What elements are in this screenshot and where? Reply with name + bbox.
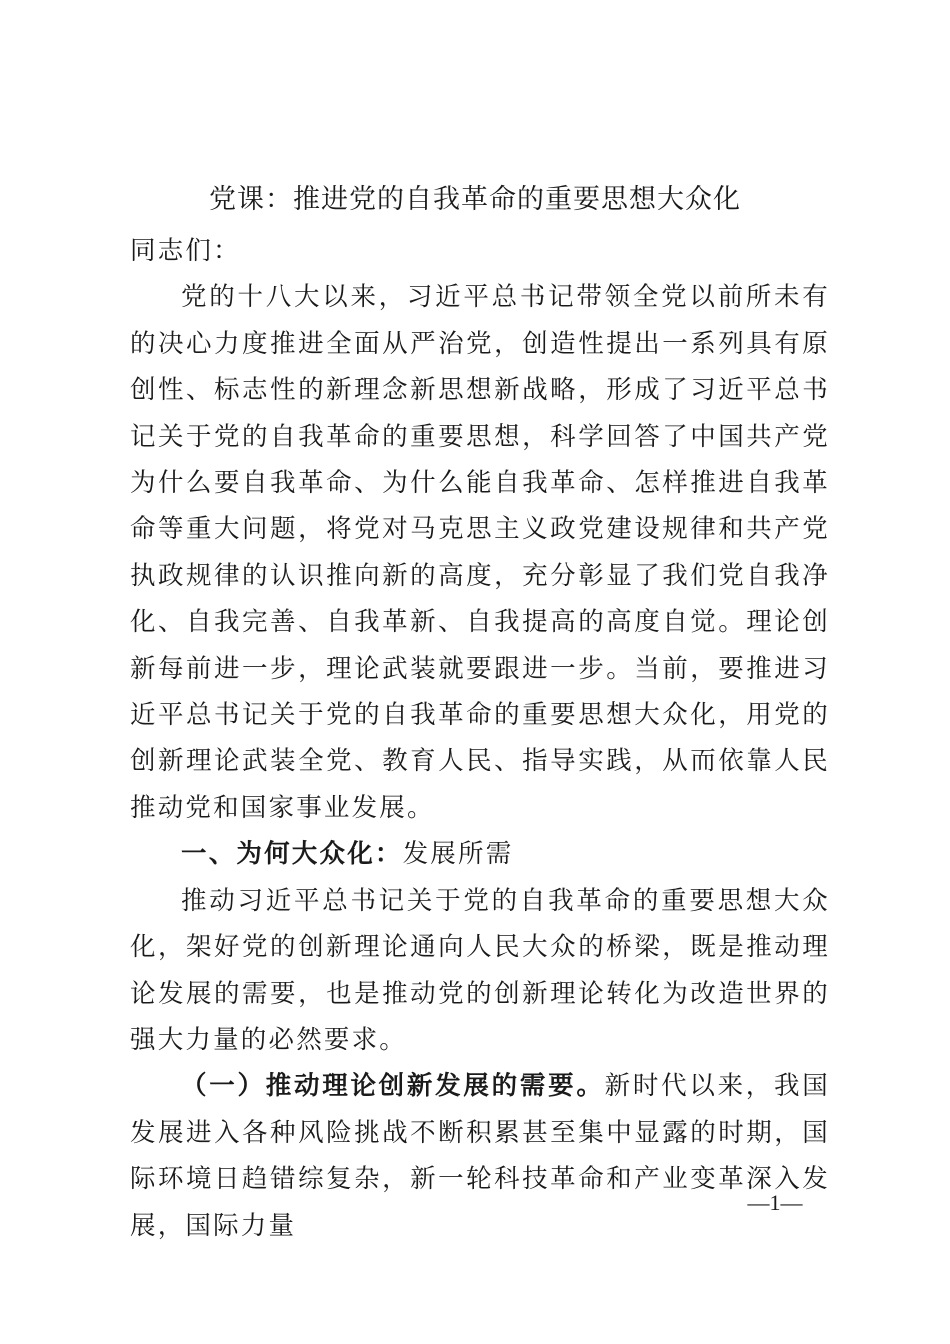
salutation: 同志们：	[130, 236, 241, 266]
section-heading-one-label: 发展所需	[402, 839, 514, 870]
page-number: —1—	[747, 1190, 803, 1215]
document-title: 党课：推进党的自我革命的重要思想大众化	[209, 184, 741, 215]
document-body	[130, 228, 830, 1249]
section-heading-one	[130, 831, 830, 877]
subsection-one-heading: （一）推动理论创新发展的需要。	[181, 1071, 605, 1102]
section-heading-one-number: 一、为何大众化：	[181, 839, 403, 870]
subsection-one-paragraph	[130, 1063, 830, 1249]
section-one-paragraph: 推动习近平总书记关于党的自我革命的重要思想大众化，架好党的创新理论通向人民大众的桥梁，既是推动理论发展的需要，也是推动党的创新理论转化为改造世界的强大力量的必然要求。	[130, 885, 830, 1055]
subsection-one-text: 新时代以来，我国发展进入各种风险挑战不断积累甚至集中显露的时期，国际环境日趋错综复杂，新一轮科技革命和产业变革深入发展，国际力量	[130, 1071, 830, 1241]
intro-paragraph: 党的十八大以来，习近平总书记带领全党以前所未有的决心力度推进全面从严治党，创造性提出一系列具有原创性、标志性的新理念新思想新战略，形成了习近平总书记关于党的自我革命的重要思想，科学回答了中国共产党为什么要自我革命、为什么能自我革命、怎样推进自我革命等重大问题，将党对马克思主义政党建设规律和共产党执政规律的认识推向新的高度，充分彰显了我们党自我净化、自我完善、自我革新、自我提高的高度自觉。理论创新每前进一步，理论武装就要跟进一步。当前，要推进习近平总书记关于党的自我革命的重要思想大众化，用党的创新理论武装全党、教育人民、指导实践，从而依靠人民推动党和国家事业发展。	[130, 282, 830, 823]
